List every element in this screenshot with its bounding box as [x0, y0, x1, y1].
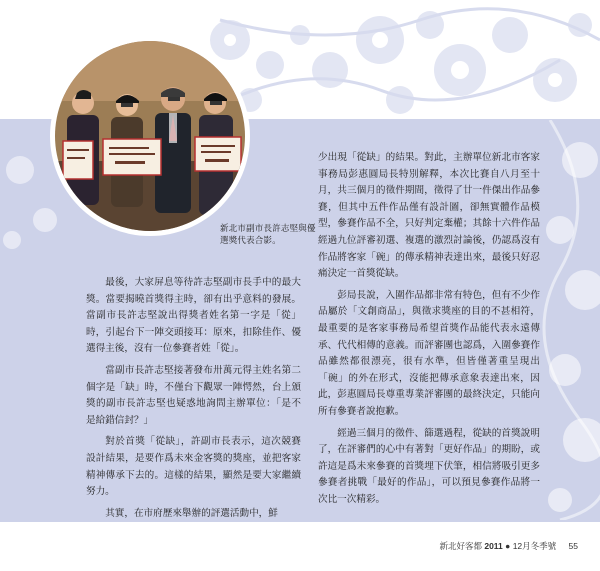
award-photo-frame	[50, 36, 250, 236]
issue-year: 2011	[484, 541, 503, 551]
photo-caption: 新北市副市長許志堅與優選獎代表合影。	[220, 224, 316, 246]
page-footer	[439, 540, 578, 552]
bullet-separator-icon: ●	[505, 541, 511, 551]
right-text-column	[318, 150, 540, 508]
paragraph: 最後，大家屏息等待許志堅副市長手中的最大獎。當要揭曉首獎得主時，卻有出乎意料的發展。當副市長許志堅說出得獎者姓名第一字是「從」時，引起台下一陣交頭接耳：原來，扣除佳作、優選得主後，沒有一位參賽者姓「從」。	[86, 277, 301, 355]
paragraph: 少出現「從缺」的結果。對此，主辦單位新北市客家事務局彭惠圓局長特別解釋，本次比賽自八月至十月，共三個月的徵件期間，徵得了廿一件傑出作品參賽，但其中五件作品僅有設計圖，卻無實體作品模型，參賽作品不全，只好判定棄權；其餘十六件作品經過九位評審初選、複選的激烈討論後，仍認爲沒有作品將客家「碗」的傳承精神表達出來，最後只好忍痛決定一首獎從缺。	[318, 152, 540, 280]
floral-ornament-right	[540, 120, 600, 520]
paragraph: 經過三個月的徵件、篩選過程，從缺的首獎說明了，在評審們的心中有著對「更好作品」的期盼，或許這是爲未來參賽的首獎埋下伏筆，相信將吸引更多參賽者挑戰「最好的作品」，可以預見參賽作品將一次比一次精彩。	[318, 427, 540, 505]
magazine-name: 新北好客都	[439, 541, 482, 551]
page-number: 55	[568, 541, 578, 551]
paragraph: 對於首獎「從缺」，許副市長表示，這次競賽設計結果，是要作爲未來金客獎的獎座，並把客家精神傳承下去的。這樣的結果，顯然是要大家繼續努力。	[86, 436, 301, 498]
paragraph: 彭局長說，入圍作品都非常有特色，但有不少作品屬於「文創商品」，與徵求獎座的目的不甚相符，最重要的是客家事務局希望首獎作品能代表永遠傳承、代代相傳的意義。而評審團也認爲，入圍參賽作品雖然都很漂亮，很有水準，但皆僅著重呈現出「碗」的外在形式，沒能把傳承意象表達出來，因此，彭惠圓局長尊重專業評審團的最終決定，只能向所有參賽者說抱歉。	[318, 289, 540, 417]
issue-season: 12月冬季號	[512, 541, 557, 551]
paragraph: 當副市長許志堅接著發布卅萬元得主姓名第二個字是「缺」時，不僅台下觀眾一陣愕然，台上頒獎的副市長許志堅也疑惑地詢問主辦單位：「是不是給錯信封？」	[86, 364, 301, 426]
paragraph: 其實，在市府歷來舉辦的評選活動中，鮮	[105, 507, 278, 519]
award-ceremony-photo	[55, 41, 245, 231]
left-text-column	[86, 275, 301, 522]
